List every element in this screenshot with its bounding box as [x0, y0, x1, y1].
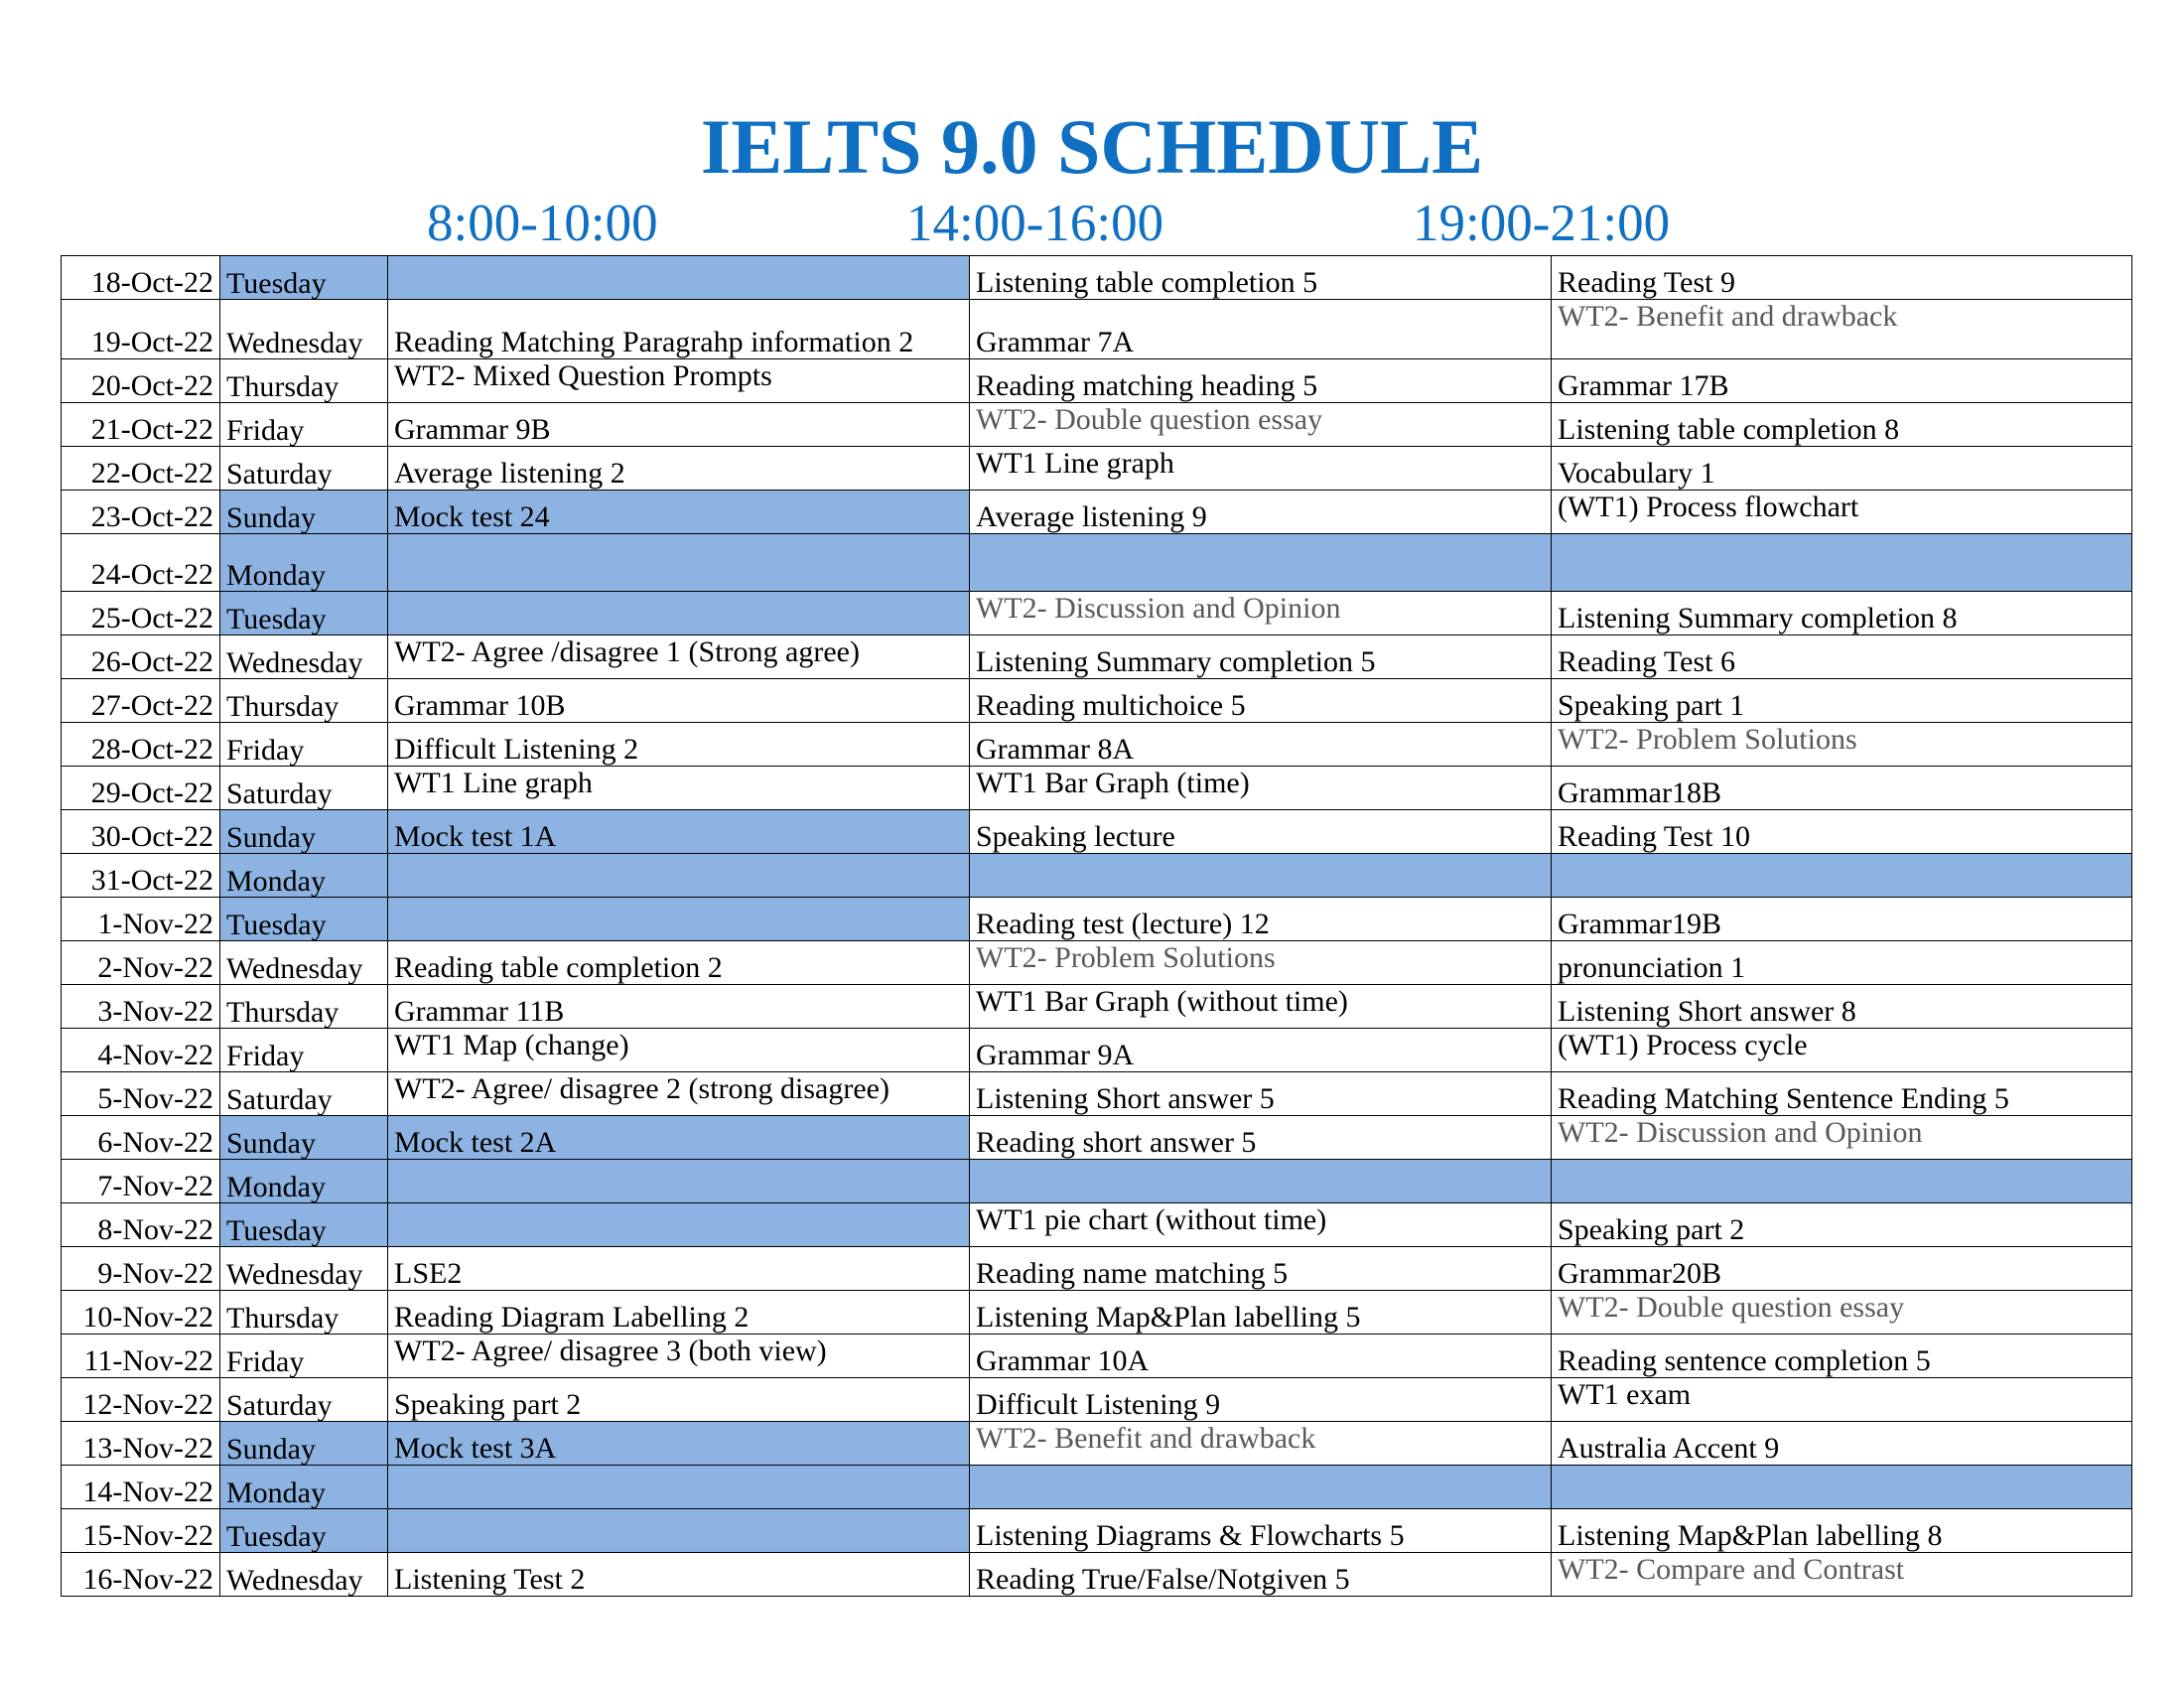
date-cell: 3-Nov-22	[62, 985, 220, 1029]
session-cell-afternoon: Listening table completion 5	[970, 256, 1552, 300]
session-cell-evening	[1552, 1160, 2132, 1203]
session-cell-afternoon: Reading short answer 5	[970, 1116, 1552, 1160]
session-cell-evening: WT2- Double question essay	[1552, 1291, 2132, 1335]
session-cell-evening: Listening Summary completion 8	[1552, 592, 2132, 635]
session-cell-afternoon: Listening Diagrams & Flowcharts 5	[970, 1509, 1552, 1553]
day-cell: Tuesday	[220, 1509, 388, 1553]
session-cell-evening	[1552, 534, 2132, 592]
session-cell-morning	[388, 1509, 970, 1553]
day-cell: Saturday	[220, 1072, 388, 1116]
schedule-row	[62, 1247, 2132, 1291]
session-cell-evening: (WT1) Process cycle	[1552, 1029, 2132, 1072]
day-cell: Sunday	[220, 1422, 388, 1466]
time-slot-evening: 19:00-21:00	[1413, 195, 1671, 252]
date-cell: 20-Oct-22	[62, 359, 220, 403]
schedule-row	[62, 1160, 2132, 1203]
session-cell-afternoon: Grammar 9A	[970, 1029, 1552, 1072]
day-cell: Wednesday	[220, 941, 388, 985]
day-cell: Tuesday	[220, 898, 388, 941]
date-cell: 22-Oct-22	[62, 447, 220, 491]
date-cell: 2-Nov-22	[62, 941, 220, 985]
day-cell: Wednesday	[220, 300, 388, 359]
session-cell-afternoon: Reading matching heading 5	[970, 359, 1552, 403]
session-cell-evening: Listening Short answer 8	[1552, 985, 2132, 1029]
session-cell-morning: Mock test 1A	[388, 810, 970, 854]
session-cell-evening: Vocabulary 1	[1552, 447, 2132, 491]
session-cell-evening: pronunciation 1	[1552, 941, 2132, 985]
session-cell-morning: Average listening 2	[388, 447, 970, 491]
day-cell: Wednesday	[220, 1247, 388, 1291]
session-cell-afternoon: Listening Short answer 5	[970, 1072, 1552, 1116]
session-cell-afternoon: Grammar 10A	[970, 1335, 1552, 1378]
date-cell: 19-Oct-22	[62, 300, 220, 359]
session-cell-morning: WT1 Map (change)	[388, 1029, 970, 1072]
session-cell-morning: WT2- Agree/ disagree 2 (strong disagree)	[388, 1072, 970, 1116]
session-cell-afternoon: Speaking lecture	[970, 810, 1552, 854]
session-cell-morning: Grammar 11B	[388, 985, 970, 1029]
session-cell-afternoon: Average listening 9	[970, 491, 1552, 534]
schedule-row	[62, 256, 2132, 300]
session-cell-morning	[388, 256, 970, 300]
session-cell-afternoon	[970, 534, 1552, 592]
day-cell: Sunday	[220, 1116, 388, 1160]
session-cell-afternoon: WT2- Double question essay	[970, 403, 1552, 447]
session-cell-afternoon: WT2- Benefit and drawback	[970, 1422, 1552, 1466]
day-cell: Monday	[220, 534, 388, 592]
session-cell-afternoon: Listening Map&Plan labelling 5	[970, 1291, 1552, 1335]
session-cell-morning: Grammar 10B	[388, 679, 970, 723]
date-cell: 21-Oct-22	[62, 403, 220, 447]
session-cell-morning: Speaking part 2	[388, 1378, 970, 1422]
schedule-row	[62, 723, 2132, 767]
page-title: IELTS 9.0 SCHEDULE	[700, 103, 1484, 190]
date-cell: 5-Nov-22	[62, 1072, 220, 1116]
schedule-row	[62, 635, 2132, 679]
day-cell: Sunday	[220, 491, 388, 534]
session-cell-morning: Mock test 3A	[388, 1422, 970, 1466]
session-cell-afternoon: Reading name matching 5	[970, 1247, 1552, 1291]
schedule-table	[61, 255, 2132, 1597]
day-cell: Friday	[220, 1335, 388, 1378]
session-cell-morning: LSE2	[388, 1247, 970, 1291]
session-cell-afternoon	[970, 1160, 1552, 1203]
session-cell-evening: Listening Map&Plan labelling 8	[1552, 1509, 2132, 1553]
schedule-row	[62, 300, 2132, 359]
date-cell: 25-Oct-22	[62, 592, 220, 635]
schedule-row	[62, 1029, 2132, 1072]
session-cell-evening: Australia Accent 9	[1552, 1422, 2132, 1466]
date-cell: 8-Nov-22	[62, 1203, 220, 1247]
schedule-row	[62, 1378, 2132, 1422]
schedule-row	[62, 491, 2132, 534]
day-cell: Monday	[220, 1160, 388, 1203]
session-cell-morning: WT1 Line graph	[388, 767, 970, 810]
session-cell-morning	[388, 1466, 970, 1509]
day-cell: Saturday	[220, 767, 388, 810]
session-cell-evening	[1552, 854, 2132, 898]
schedule-row	[62, 854, 2132, 898]
session-cell-evening: Listening table completion 8	[1552, 403, 2132, 447]
session-cell-evening: WT2- Problem Solutions	[1552, 723, 2132, 767]
session-cell-afternoon	[970, 1466, 1552, 1509]
day-cell: Thursday	[220, 985, 388, 1029]
schedule-row	[62, 941, 2132, 985]
session-cell-afternoon: WT2- Discussion and Opinion	[970, 592, 1552, 635]
date-cell: 11-Nov-22	[62, 1335, 220, 1378]
session-cell-evening: Speaking part 1	[1552, 679, 2132, 723]
day-cell: Friday	[220, 1029, 388, 1072]
day-cell: Monday	[220, 854, 388, 898]
date-cell: 28-Oct-22	[62, 723, 220, 767]
session-cell-morning	[388, 1203, 970, 1247]
date-cell: 30-Oct-22	[62, 810, 220, 854]
day-cell: Tuesday	[220, 592, 388, 635]
schedule-row	[62, 985, 2132, 1029]
date-cell: 24-Oct-22	[62, 534, 220, 592]
session-cell-morning: Mock test 24	[388, 491, 970, 534]
schedule-row	[62, 1116, 2132, 1160]
date-cell: 15-Nov-22	[62, 1509, 220, 1553]
session-cell-morning: WT2- Agree/ disagree 3 (both view)	[388, 1335, 970, 1378]
day-cell: Thursday	[220, 679, 388, 723]
date-cell: 1-Nov-22	[62, 898, 220, 941]
session-cell-morning: WT2- Mixed Question Prompts	[388, 359, 970, 403]
session-cell-evening: Grammar18B	[1552, 767, 2132, 810]
time-slot-morning: 8:00-10:00	[427, 195, 658, 252]
date-cell: 16-Nov-22	[62, 1553, 220, 1597]
date-cell: 26-Oct-22	[62, 635, 220, 679]
day-cell: Friday	[220, 723, 388, 767]
schedule-row	[62, 1466, 2132, 1509]
schedule-row	[62, 1072, 2132, 1116]
day-cell: Friday	[220, 403, 388, 447]
schedule-row	[62, 679, 2132, 723]
session-cell-afternoon: Reading True/False/Notgiven 5	[970, 1553, 1552, 1597]
session-cell-morning: Grammar 9B	[388, 403, 970, 447]
session-cell-afternoon: Difficult Listening 9	[970, 1378, 1552, 1422]
date-cell: 31-Oct-22	[62, 854, 220, 898]
schedule-row	[62, 1335, 2132, 1378]
session-cell-afternoon: Reading multichoice 5	[970, 679, 1552, 723]
session-cell-morning	[388, 534, 970, 592]
schedule-row	[62, 1553, 2132, 1597]
session-cell-evening: WT1 exam	[1552, 1378, 2132, 1422]
session-cell-evening: Reading Test 10	[1552, 810, 2132, 854]
session-cell-evening: Grammar19B	[1552, 898, 2132, 941]
day-cell: Monday	[220, 1466, 388, 1509]
day-cell: Wednesday	[220, 1553, 388, 1597]
session-cell-morning: Mock test 2A	[388, 1116, 970, 1160]
schedule-body	[62, 256, 2132, 1597]
date-cell: 27-Oct-22	[62, 679, 220, 723]
date-cell: 10-Nov-22	[62, 1291, 220, 1335]
session-cell-morning	[388, 592, 970, 635]
session-cell-evening: Reading sentence completion 5	[1552, 1335, 2132, 1378]
day-cell: Tuesday	[220, 256, 388, 300]
time-slot-afternoon: 14:00-16:00	[906, 195, 1164, 252]
session-cell-evening: WT2- Compare and Contrast	[1552, 1553, 2132, 1597]
date-cell: 18-Oct-22	[62, 256, 220, 300]
schedule-row	[62, 1422, 2132, 1466]
session-cell-evening: Reading Test 9	[1552, 256, 2132, 300]
session-cell-afternoon: Grammar 8A	[970, 723, 1552, 767]
session-cell-afternoon: WT1 Line graph	[970, 447, 1552, 491]
session-cell-evening	[1552, 1466, 2132, 1509]
session-cell-morning: WT2- Agree /disagree 1 (Strong agree)	[388, 635, 970, 679]
session-cell-afternoon: Grammar 7A	[970, 300, 1552, 359]
session-cell-afternoon: WT1 Bar Graph (without time)	[970, 985, 1552, 1029]
date-cell: 13-Nov-22	[62, 1422, 220, 1466]
day-cell: Wednesday	[220, 635, 388, 679]
date-cell: 4-Nov-22	[62, 1029, 220, 1072]
date-cell: 14-Nov-22	[62, 1466, 220, 1509]
session-cell-afternoon: WT1 pie chart (without time)	[970, 1203, 1552, 1247]
day-cell: Thursday	[220, 1291, 388, 1335]
schedule-row	[62, 810, 2132, 854]
schedule-row	[62, 898, 2132, 941]
session-cell-evening: Grammar20B	[1552, 1247, 2132, 1291]
session-cell-morning: Difficult Listening 2	[388, 723, 970, 767]
schedule-row	[62, 447, 2132, 491]
day-cell: Saturday	[220, 1378, 388, 1422]
session-cell-afternoon	[970, 854, 1552, 898]
session-cell-afternoon: Listening Summary completion 5	[970, 635, 1552, 679]
session-cell-morning: Reading table completion 2	[388, 941, 970, 985]
schedule-row	[62, 534, 2132, 592]
session-cell-evening: (WT1) Process flowchart	[1552, 491, 2132, 534]
session-cell-evening: Grammar 17B	[1552, 359, 2132, 403]
session-cell-evening: Reading Matching Sentence Ending 5	[1552, 1072, 2132, 1116]
schedule-row	[62, 592, 2132, 635]
session-cell-afternoon: Reading test (lecture) 12	[970, 898, 1552, 941]
session-cell-morning: Listening Test 2	[388, 1553, 970, 1597]
session-cell-evening: Speaking part 2	[1552, 1203, 2132, 1247]
session-cell-afternoon: WT1 Bar Graph (time)	[970, 767, 1552, 810]
schedule-row	[62, 359, 2132, 403]
session-cell-evening: Reading Test 6	[1552, 635, 2132, 679]
date-cell: 29-Oct-22	[62, 767, 220, 810]
session-cell-afternoon: WT2- Problem Solutions	[970, 941, 1552, 985]
day-cell: Saturday	[220, 447, 388, 491]
date-cell: 6-Nov-22	[62, 1116, 220, 1160]
session-cell-morning: Reading Diagram Labelling 2	[388, 1291, 970, 1335]
session-cell-evening: WT2- Benefit and drawback	[1552, 300, 2132, 359]
session-cell-morning: Reading Matching Paragrahp information 2	[388, 300, 970, 359]
session-cell-morning	[388, 1160, 970, 1203]
date-cell: 7-Nov-22	[62, 1160, 220, 1203]
schedule-row	[62, 403, 2132, 447]
session-cell-evening: WT2- Discussion and Opinion	[1552, 1116, 2132, 1160]
day-cell: Sunday	[220, 810, 388, 854]
schedule-row	[62, 1509, 2132, 1553]
date-cell: 12-Nov-22	[62, 1378, 220, 1422]
schedule-row	[62, 1291, 2132, 1335]
schedule-row	[62, 767, 2132, 810]
day-cell: Thursday	[220, 359, 388, 403]
session-cell-morning	[388, 854, 970, 898]
day-cell: Tuesday	[220, 1203, 388, 1247]
schedule-row	[62, 1203, 2132, 1247]
date-cell: 23-Oct-22	[62, 491, 220, 534]
session-cell-morning	[388, 898, 970, 941]
date-cell: 9-Nov-22	[62, 1247, 220, 1291]
